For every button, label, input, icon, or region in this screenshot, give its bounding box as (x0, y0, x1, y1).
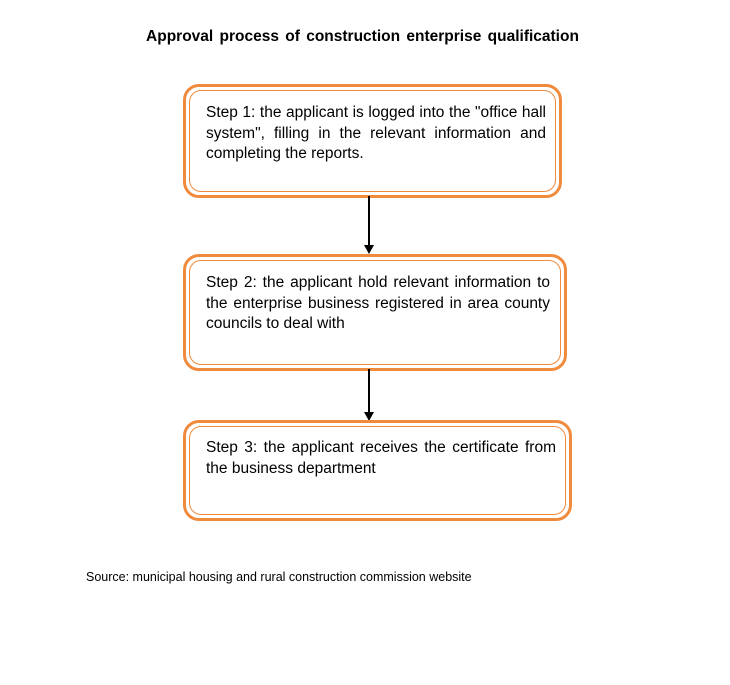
step-1-text: Step 1: the applicant is logged into the "office hall system", filling in the relevant information and completing the reports. (206, 104, 546, 162)
arrow-step1-to-step2 (362, 196, 376, 256)
diagram-title: Approval process of construction enterprise qualification (146, 28, 579, 45)
step-3-text: Step 3: the applicant receives the certificate from the business department (206, 439, 556, 477)
step-1-box (183, 84, 562, 198)
step-3-box (183, 420, 572, 521)
step-2-text: Step 2: the applicant hold relevant information to the enterprise business registered in area county councils to deal with (206, 274, 550, 332)
step-2-box (183, 254, 567, 371)
source-note: Source: municipal housing and rural construction commission website (86, 570, 472, 584)
arrow-step2-to-step3 (362, 369, 376, 423)
